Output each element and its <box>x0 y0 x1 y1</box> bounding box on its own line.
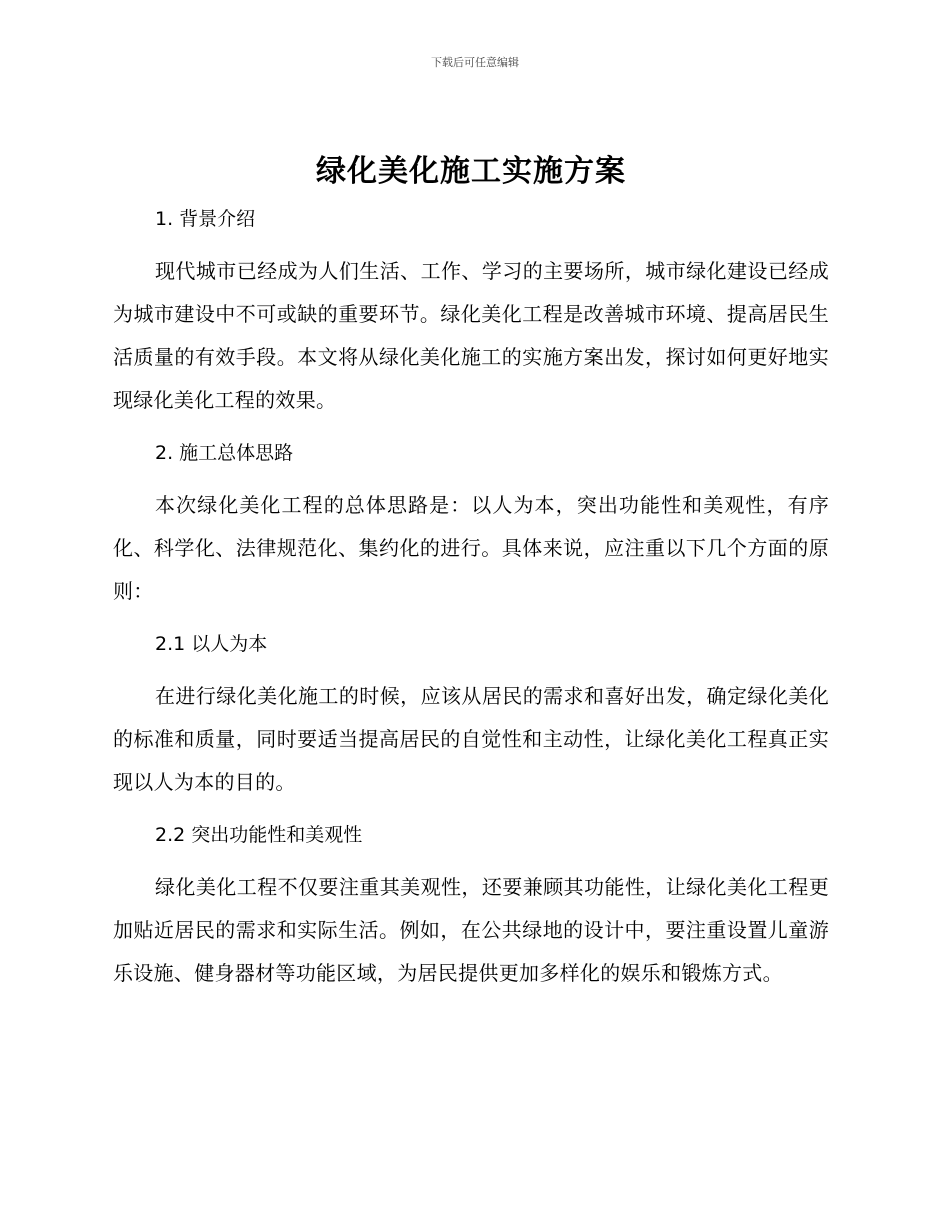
section-heading-overall-approach: 2. 施工总体思路 <box>155 442 294 464</box>
document-title: 绿化美化施工实施方案 <box>316 154 626 189</box>
section-paragraph-people-oriented: 在进行绿化美化施工的时候，应该从居民的需求和喜好出发，确定绿化美化的标准和质量，同时要适当提高居民的自觉性和主动性，让绿化美化工程真正实现以人为本的目的。 <box>113 684 829 794</box>
section-paragraph-overall-approach: 本次绿化美化工程的总体思路是：以人为本，突出功能性和美观性，有序化、科学化、法律规范化、集约化的进行。具体来说，应注重以下几个方面的原则： <box>113 493 829 603</box>
section-heading-people-oriented: 2.1 以人为本 <box>155 633 268 655</box>
document-body <box>113 150 829 1011</box>
section-paragraph-function-aesthetics: 绿化美化工程不仅要注重其美观性，还要兼顾其功能性，让绿化美化工程更加贴近居民的需求和实际生活。例如，在公共绿地的设计中，要注重设置儿童游乐设施、健身器材等功能区域，为居民提供更加多样化的娱乐和锻炼方式。 <box>113 875 829 985</box>
section-heading-function-aesthetics: 2.2 突出功能性和美观性 <box>155 824 363 846</box>
section-paragraph-background: 现代城市已经成为人们生活、工作、学习的主要场所，城市绿化建设已经成为城市建设中不可或缺的重要环节。绿化美化工程是改善城市环境、提高居民生活质量的有效手段。本文将从绿化美化施工的实施方案出发，探讨如何更好地实现绿化美化工程的效果。 <box>113 259 829 412</box>
header-note: 下载后可任意编辑 <box>431 56 519 69</box>
section-heading-background: 1. 背景介绍 <box>155 208 256 230</box>
